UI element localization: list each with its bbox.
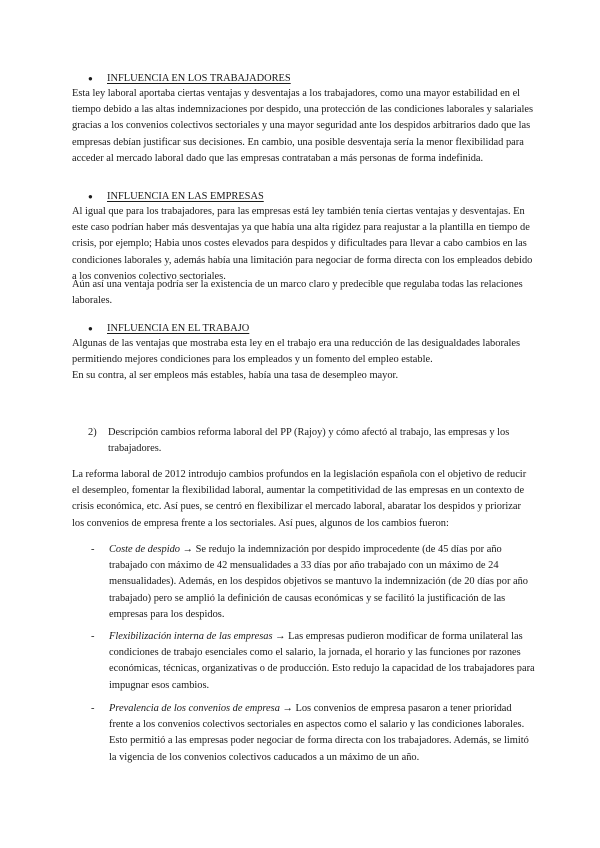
change-item-prevalencia [91, 701, 535, 766]
bullet-icon: ● [88, 74, 93, 83]
question-item [88, 425, 536, 457]
change-text: Se redujo la indemnización por despido improcedente (de 45 días por año trabajado con máximo de 42 mensualidades a 33 días por año trabajado con un máximo de 24 mensualidades). Además, en los despidos objetivos se mantuvo la indemnización (de 20 días por año trabajado) pero se amplió la definición de causas económicas y se facilitó la justificación de las empresas para los despidos. [109, 544, 528, 620]
bullet-icon: ● [88, 324, 93, 333]
arrow-icon: → [180, 544, 196, 555]
change-text: Los convenios de empresa pasaron a tener prioridad frente a los convenios colectivos sectoriales en aspectos como el salario y las condiciones laborales. Esto permitió a las empresas poder negociar de forma directa con los trabajadores. Además, se limitó la vigencia de los convenios colectivos caducados a un máximo de un año. [109, 703, 529, 763]
arrow-icon: → [279, 703, 296, 714]
change-term: Prevalencia de los convenios de empresa [109, 703, 280, 714]
arrow-icon: → [272, 631, 289, 642]
change-term: Coste de despido [109, 544, 180, 555]
change-item-flexibilizacion [91, 629, 535, 694]
section-heading-empresas [88, 189, 264, 205]
paragraph: Al igual que para los trabajadores, para las empresas está ley también tenía ciertas ventajas y desventajas. En este caso podrían haber más desventajas ya que había una alta rigidez para reajustar a la plantilla en tiempo de crisis, por ejemplo; Habia unos costes elevados para despidos y dificultades para llevar a cabo cambios en las condiciones laborales y, además había una limitación para negociar de forma directa con los empleados debido a los convenios colectivo sectoriales. [72, 206, 533, 282]
section-title: INFLUENCIA EN EL TRABAJO [107, 323, 250, 334]
change-term: Flexibilización interna de las empresas [109, 631, 273, 642]
section-title: INFLUENCIA EN LAS EMPRESAS [107, 191, 264, 202]
section-heading-trabajo [88, 321, 249, 337]
paragraph: En su contra, al ser empleos más estables, había una tasa de desempleo mayor. [72, 370, 399, 381]
paragraph: Esta ley laboral aportaba ciertas ventajas y desventajas a los trabajadores, como una mayor estabilidad en el tiempo debido a las altas indemnizaciones por despido, una protección de las condiciones laborales y salariales gracias a los convenios colectivos sectoriales y una mayor seguridad ante los despidos arbitrarios dado que las empresas debían justificar sus decisiones. En cambio, una posible desventaja sería la menor flexibilidad para acceder al mercado laboral dado que las empresas contrataban a más personas de forma indefinida. [72, 88, 534, 164]
question-text: Descripción cambios reforma laboral del PP (Rajoy) y cómo afectó al trabajo, las empresas y los trabajadores. [108, 427, 510, 455]
question-number: 2) [88, 427, 97, 438]
change-item-coste-despido [91, 542, 535, 623]
dash-marker: - [91, 631, 95, 642]
paragraph: Algunas de las ventajas que mostraba esta ley en el trabajo era una reducción de las desigualdades laborales permitiendo mejores condiciones para los empleados y un fomento del empleo estable. [72, 338, 521, 366]
paragraph: Aún así una ventaja podría ser la existencia de un marco claro y predecible que regulaba todas las relaciones laborales. [72, 279, 523, 307]
bullet-icon: ● [88, 192, 93, 201]
intro-paragraph: La reforma laboral de 2012 introdujo cambios profundos en la legislación española con el objetivo de reducir el desempleo, fomentar la flexibilidad laboral, aumentar la competitividad de las empresas en un contexto de crisis económica, etc. Así pues, se centró en flexibilizar el mercado laboral, abaratar los despidos y priorizar los convenios de empresa frente a los sectoriales. Así pues, algunos de los cambios fueron: [72, 469, 527, 529]
section-heading-trabajadores [88, 71, 291, 87]
section-title: INFLUENCIA EN LOS TRABAJADORES [107, 73, 291, 84]
dash-marker: - [91, 544, 95, 555]
dash-marker: - [91, 703, 95, 714]
change-text: Las empresas pudieron modificar de forma unilateral las condiciones de trabajo esenciales como el salario, la jornada, el horario y las funciones por razones económicas, técnicas, organizativas o de producción. Esto redujo la capacidad de los trabajadores para impugnar esos cambios. [109, 631, 535, 691]
